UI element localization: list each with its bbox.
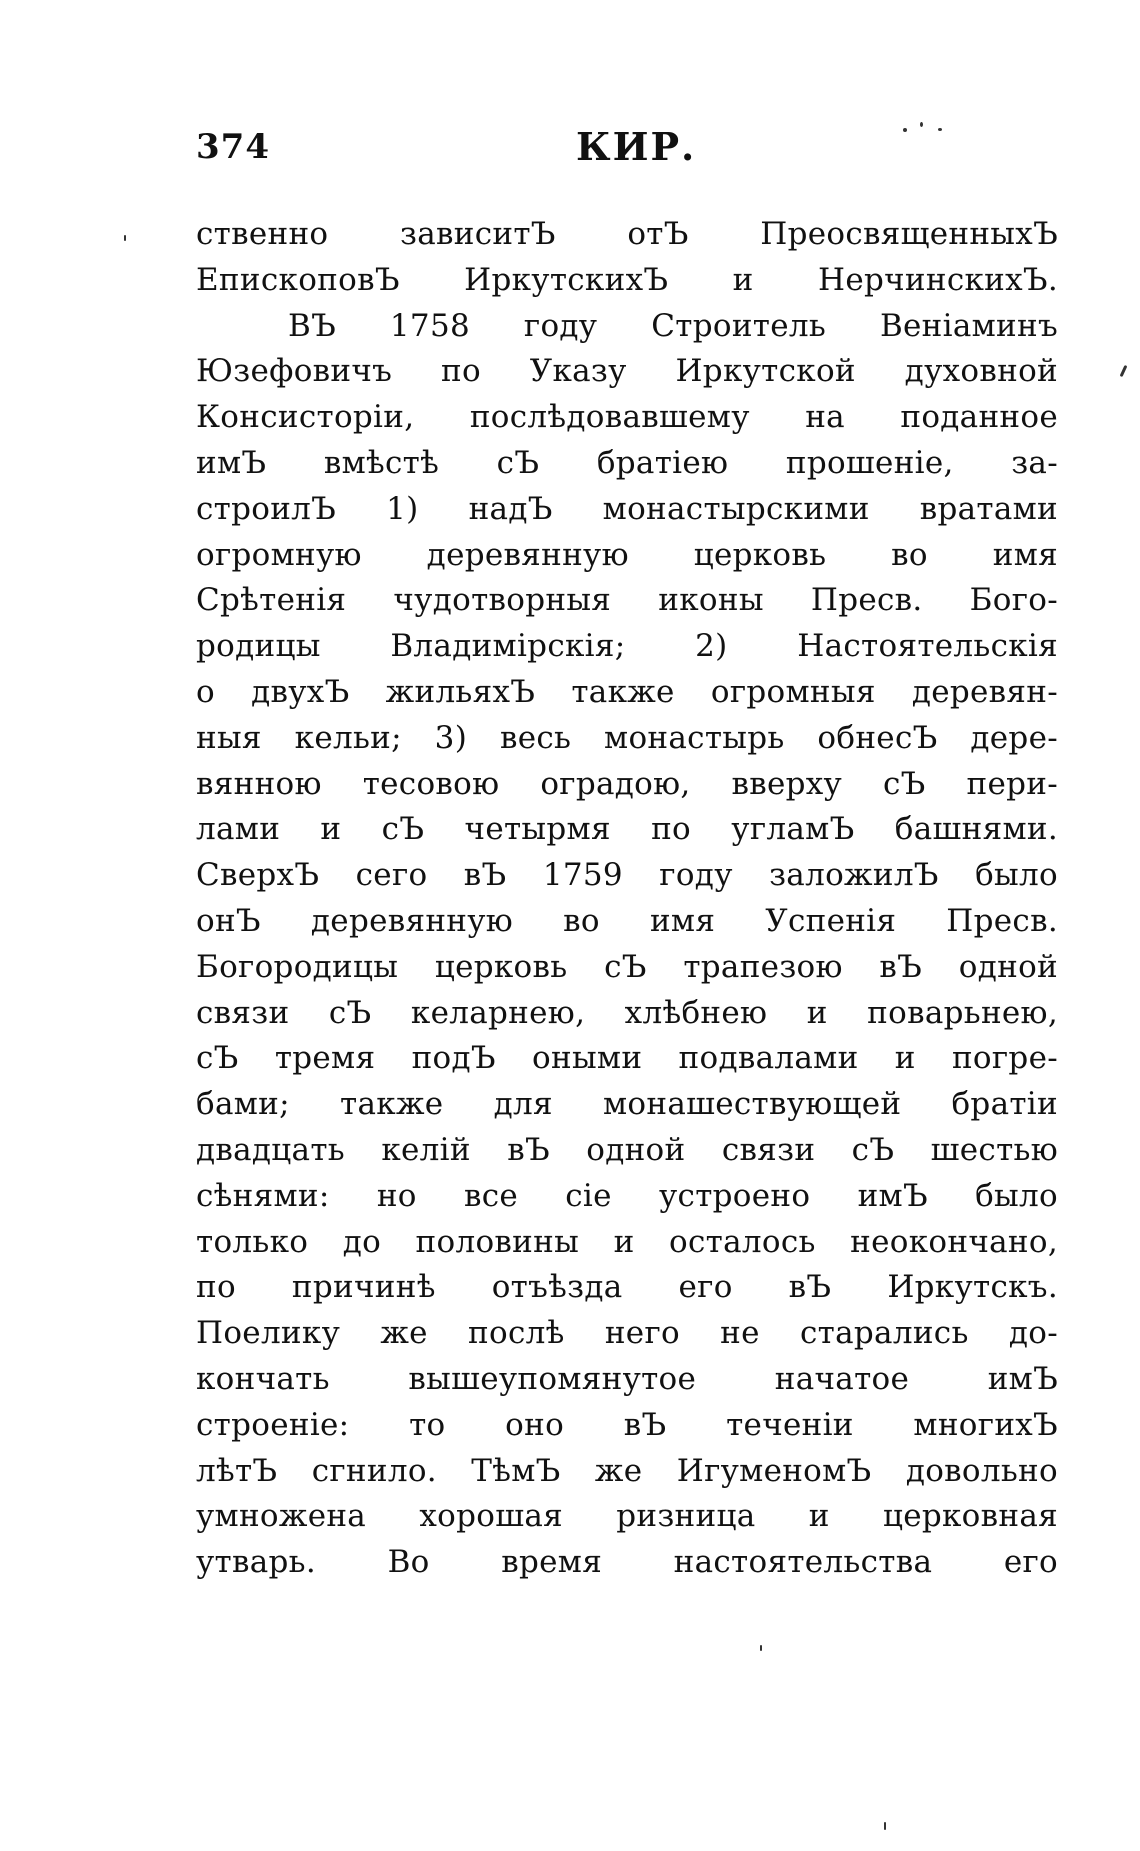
text-line: двадцать келій вЪ одной связи сЪ шестью [196, 1131, 1058, 1168]
text-line: только до половины и осталось неокончано, [196, 1223, 1058, 1260]
text-line: имЪ вмѣстѣ сЪ братіею прошеніе, за- [196, 444, 1058, 481]
ink-speck [884, 1822, 886, 1830]
text-line: Поелику же послѣ него не старались до- [196, 1315, 1058, 1352]
ink-speck [920, 122, 923, 127]
text-line: ВЪ 1758 году Строитель Веніаминъ [288, 307, 1058, 344]
body-text [196, 212, 1058, 1586]
text-line: родицы Владимірскія; 2) Настоятельскія [196, 628, 1058, 665]
running-head: КИР. [576, 124, 697, 169]
ink-speck [938, 128, 942, 131]
ink-speck [760, 1645, 762, 1651]
text-line: ныя кельи; 3) весь монастырь обнесЪ дере- [196, 719, 1058, 756]
text-line: ЕпископовЪ ИркутскихЪ и НерчинскихЪ. [196, 261, 1058, 298]
text-line: Срѣтенія чудотворныя иконы Пресв. Бого- [196, 582, 1058, 619]
text-line: лами и сЪ четырмя по угламЪ башнями. [196, 811, 1058, 848]
text-line: Богородицы церковь сЪ трапезою вЪ одной [196, 948, 1058, 985]
text-line: по причинѣ отъѣзда его вЪ Иркутскъ. [196, 1269, 1058, 1306]
text-line: Юзефовичъ по Указу Иркутской духовной [196, 353, 1058, 390]
text-line: о двухЪ жильяхЪ также огромныя деревян- [196, 673, 1058, 710]
text-line: кончать вышеупомянутое начатое имЪ [196, 1360, 1058, 1397]
text-line: Консисторіи, послѣдовавшему на поданное [196, 399, 1058, 436]
ink-speck [1120, 365, 1128, 377]
ink-speck [124, 235, 126, 241]
text-line: утварь. Во время настоятельства его [196, 1544, 1058, 1581]
text-line: умножена хорошая ризница и церковная [196, 1498, 1058, 1535]
ink-speck [903, 128, 907, 132]
text-line: сѣнями: но все сіе устроено имЪ было [196, 1177, 1058, 1214]
text-line: онЪ деревянную во имя Успенія Пресв. [196, 902, 1058, 939]
text-line: огромную деревянную церковь во имя [196, 536, 1058, 573]
page-header [196, 122, 1056, 172]
text-line: связи сЪ келарнею, хлѣбнею и поварьнею, [196, 994, 1058, 1031]
text-line: строеніе: то оно вЪ теченіи многихЪ [196, 1406, 1058, 1443]
text-line: бами; также для монашествующей братіи [196, 1086, 1058, 1123]
page-number: 374 [196, 127, 270, 167]
text-line: ственно зависитЪ отЪ ПреосвященныхЪ [196, 216, 1058, 252]
text-line: СверхЪ сего вЪ 1759 году заложилЪ было [196, 857, 1058, 894]
text-line: строилЪ 1) надЪ монастырскими вратами [196, 490, 1058, 527]
text-line: вянною тесовою оградою, вверху сЪ пери- [196, 765, 1058, 802]
text-line: лѣтЪ сгнило. ТѣмЪ же ИгуменомЪ довольно [196, 1452, 1058, 1489]
text-line: сЪ тремя подЪ оными подвалами и погре- [196, 1040, 1058, 1077]
